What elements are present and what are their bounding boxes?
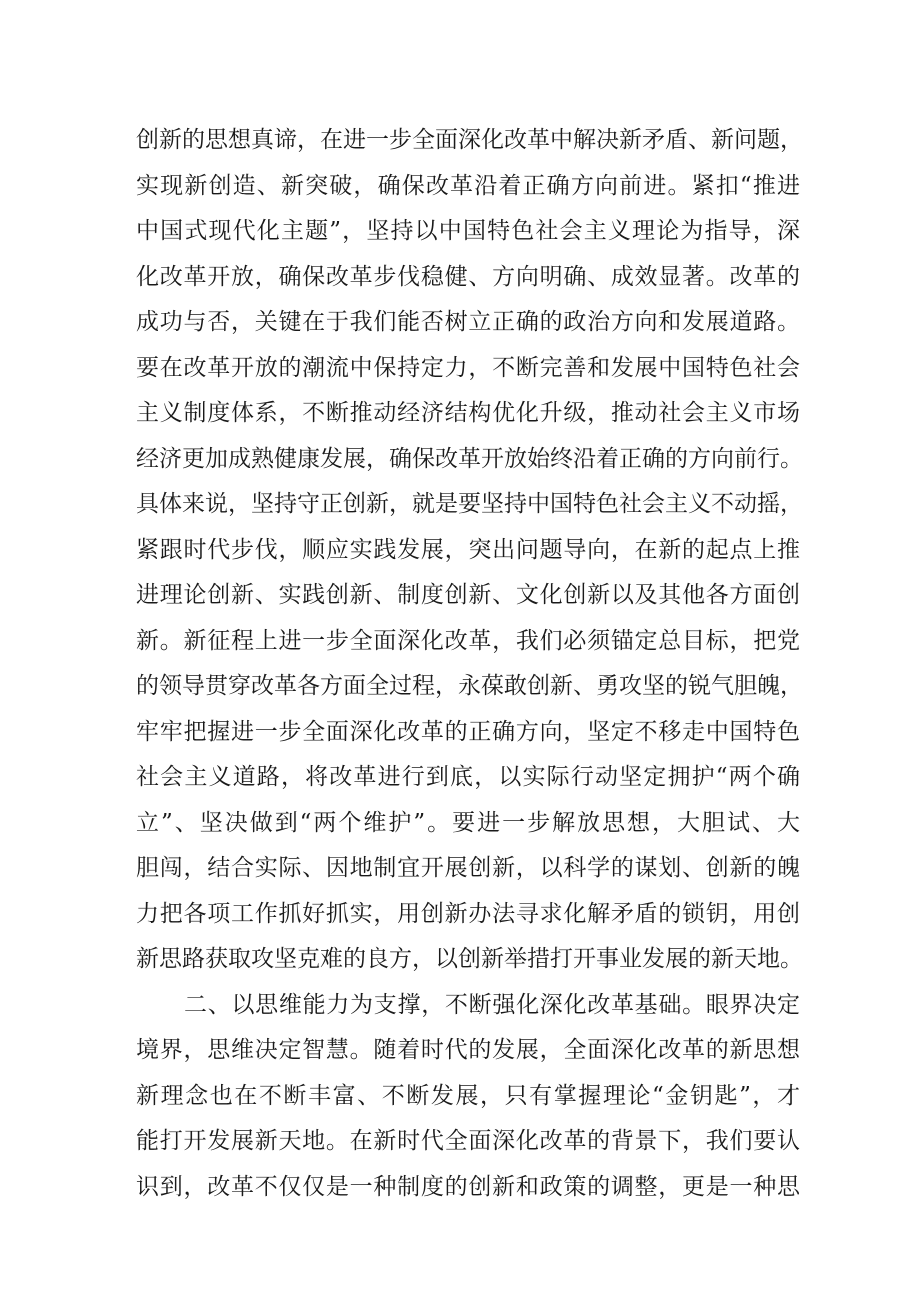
text-line: 二、以思维能力为支撑，不断强化深化改革基础。眼界决定	[184, 991, 800, 1018]
text-line: 主义制度体系，不断推动经济结构优化升级，推动社会主义市场	[136, 400, 800, 426]
text-line: 境界，思维决定智慧。随着时代的发展，全面深化改革的新思想	[136, 1037, 800, 1063]
text-line: 化改革开放，确保改革步伐稳健、方向明确、成效显著。改革的	[136, 263, 800, 290]
text-line: 新理念也在不断丰富、不断发展，只有掌握理论“金钥匙”，才	[136, 1082, 800, 1109]
text-line: 创新的思想真谛，在进一步全面深化改革中解决新矛盾、新问题，	[136, 127, 803, 153]
text-line: 新。新征程上进一步全面深化改革，我们必须锚定总目标，把党	[136, 627, 800, 654]
text-line: 进理论创新、实践创新、制度创新、文化创新以及其他各方面创	[136, 582, 800, 608]
text-line: 社会主义道路，将改革进行到底，以实际行动坚定拥护“两个确	[136, 764, 800, 790]
text-line: 能打开发展新天地。在新时代全面深化改革的背景下，我们要认	[136, 1128, 800, 1154]
text-line: 立”、坚决做到“两个维护”。要进一步解放思想，大胆试、大	[136, 809, 800, 836]
text-line: 胆闯，结合实际、因地制宜开展创新，以科学的谋划、创新的魄	[136, 855, 800, 881]
text-line: 牢牢把握进一步全面深化改革的正确方向，坚定不移走中国特色	[136, 718, 800, 745]
text-line: 具体来说，坚持守正创新，就是要坚持中国特色社会主义不动摇，	[136, 491, 803, 517]
text-line: 经济更加成熟健康发展，确保改革开放始终沿着正确的方向前行。	[136, 445, 803, 472]
text-line: 成功与否，关键在于我们能否树立正确的政治方向和发展道路。	[136, 309, 800, 335]
text-line: 紧跟时代步伐，顺应实践发展，突出问题导向，在新的起点上推	[136, 536, 800, 563]
document-body	[136, 118, 803, 1210]
text-line: 中国式现代化主题”，坚持以中国特色社会主义理论为指导，深	[136, 218, 800, 244]
text-line: 力把各项工作抓好抓实，用创新办法寻求化解矛盾的锁钥，用创	[136, 900, 800, 927]
text-line: 要在改革开放的潮流中保持定力，不断完善和发展中国特色社会	[136, 354, 800, 381]
text-line: 实现新创造、新突破，确保改革沿着正确方向前进。紧扣“推进	[136, 172, 800, 199]
text-line: 的领导贯穿改革各方面全过程，永葆敢创新、勇攻坚的锐气胆魄，	[136, 673, 803, 699]
text-line: 识到，改革不仅仅是一种制度的创新和政策的调整，更是一种思	[136, 1173, 800, 1200]
text-line: 新思路获取攻坚克难的良方，以创新举措打开事业发展的新天地。	[136, 946, 803, 972]
